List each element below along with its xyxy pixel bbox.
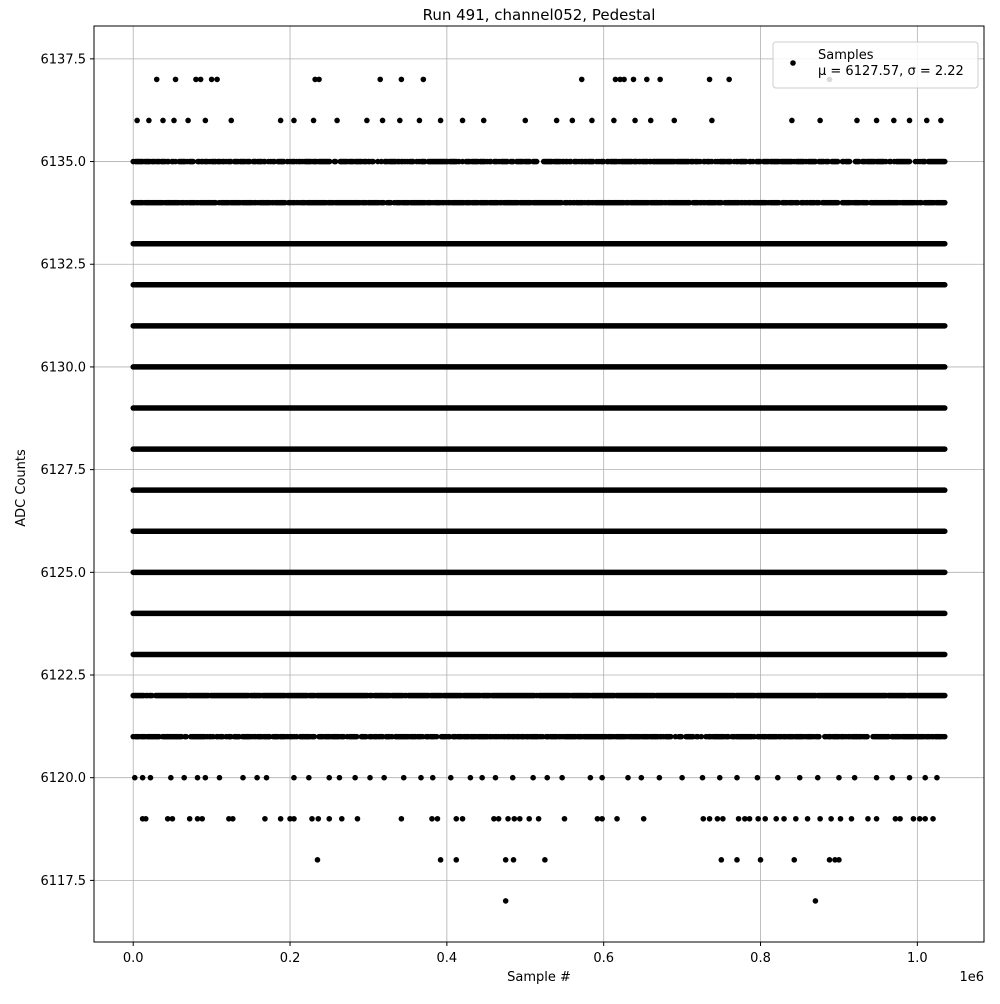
data-point	[644, 77, 650, 83]
data-point	[503, 898, 509, 904]
data-point	[797, 775, 803, 781]
data-point	[421, 77, 427, 83]
y-tick-label: 6125.0	[40, 565, 86, 581]
data-point	[719, 857, 725, 863]
data-point	[264, 775, 270, 781]
data-point	[791, 857, 797, 863]
data-point	[337, 775, 343, 781]
data-point	[838, 816, 844, 822]
data-point	[542, 857, 548, 863]
data-point	[747, 816, 753, 822]
data-point	[397, 118, 403, 124]
data-point	[709, 118, 715, 124]
data-point	[399, 77, 405, 83]
legend	[773, 42, 978, 88]
data-point	[380, 118, 386, 124]
data-point	[140, 775, 146, 781]
data-point	[828, 816, 834, 822]
data-point	[924, 118, 930, 124]
data-point	[847, 159, 853, 165]
data-point	[588, 775, 594, 781]
data-point	[773, 816, 779, 822]
data-point	[707, 816, 713, 822]
data-point	[530, 775, 536, 781]
data-point	[621, 77, 627, 83]
data-point	[911, 816, 917, 822]
data-point	[522, 118, 528, 124]
data-point	[173, 77, 179, 83]
data-point	[891, 118, 897, 124]
data-point	[160, 118, 166, 124]
data-point	[827, 857, 833, 863]
data-point	[657, 77, 663, 83]
data-point	[185, 118, 191, 124]
data-point	[734, 857, 740, 863]
data-point	[736, 816, 742, 822]
data-point	[726, 77, 732, 83]
data-point	[401, 775, 407, 781]
data-point	[816, 734, 822, 740]
data-point	[775, 775, 781, 781]
data-point	[399, 816, 405, 822]
data-point	[171, 118, 177, 124]
data-point	[865, 816, 871, 822]
data-point	[631, 77, 637, 83]
data-point	[429, 816, 435, 822]
data-point	[316, 77, 322, 83]
data-point	[132, 775, 138, 781]
data-point	[339, 816, 345, 822]
data-point	[143, 816, 149, 822]
data-point	[291, 775, 297, 781]
data-point	[657, 775, 663, 781]
y-tick-label: 6137.5	[40, 52, 86, 68]
data-point	[278, 816, 284, 822]
data-point	[889, 775, 895, 781]
data-point	[942, 693, 948, 699]
data-point	[468, 775, 474, 781]
legend-stats: μ = 6127.57, σ = 2.22	[818, 64, 964, 79]
data-point	[854, 118, 860, 124]
data-point	[187, 816, 193, 822]
data-point	[611, 118, 617, 124]
x-tick-label: 0.6	[593, 951, 615, 966]
data-point	[505, 816, 511, 822]
data-point	[181, 775, 187, 781]
data-point	[240, 775, 246, 781]
data-point	[942, 734, 948, 740]
data-point	[198, 77, 204, 83]
data-point	[852, 775, 858, 781]
data-point	[599, 816, 605, 822]
data-point	[720, 816, 726, 822]
data-point	[430, 775, 436, 781]
data-point	[897, 816, 903, 822]
data-point	[217, 775, 223, 781]
data-point	[599, 775, 605, 781]
data-point	[309, 816, 315, 822]
data-point	[815, 775, 821, 781]
data-point	[817, 816, 823, 822]
chart-title: Run 491, channel052, Pedestal	[422, 6, 656, 24]
data-point	[134, 118, 140, 124]
data-point	[755, 775, 761, 781]
data-point	[700, 816, 706, 822]
data-point	[154, 77, 160, 83]
data-point	[278, 118, 284, 124]
data-point	[907, 159, 913, 165]
data-point	[614, 816, 620, 822]
data-point	[364, 118, 370, 124]
data-point	[922, 775, 928, 781]
y-tick-label: 6135.0	[40, 155, 86, 171]
data-point	[536, 816, 542, 822]
data-point	[199, 816, 205, 822]
data-point	[435, 816, 441, 822]
data-point	[874, 118, 880, 124]
data-point	[793, 816, 799, 822]
data-point	[789, 118, 795, 124]
legend-label: Samples	[818, 48, 874, 63]
data-point	[517, 816, 523, 822]
legend-marker	[790, 60, 796, 66]
data-point	[203, 118, 209, 124]
data-point	[849, 816, 855, 822]
data-point	[262, 816, 268, 822]
data-point	[836, 857, 842, 863]
data-point	[460, 816, 466, 822]
x-tick-label: 0.0	[122, 951, 144, 966]
data-point	[817, 118, 823, 124]
data-point	[717, 775, 723, 781]
x-tick-label: 0.4	[436, 951, 458, 966]
data-point	[922, 816, 928, 822]
data-point	[934, 775, 940, 781]
data-point	[930, 816, 936, 822]
data-point	[170, 816, 176, 822]
data-point	[554, 118, 560, 124]
data-point	[579, 77, 585, 83]
data-point	[589, 118, 595, 124]
data-point	[291, 816, 297, 822]
data-point	[942, 200, 948, 206]
data-point	[168, 775, 174, 781]
data-point	[479, 775, 485, 781]
data-point	[311, 118, 317, 124]
data-point	[418, 775, 424, 781]
data-point	[195, 775, 201, 781]
y-tick-label: 6120.0	[40, 771, 86, 787]
data-point	[481, 118, 487, 124]
data-point	[460, 118, 466, 124]
data-point	[700, 775, 706, 781]
data-point	[209, 77, 215, 83]
data-point	[562, 816, 568, 822]
data-point	[625, 775, 631, 781]
x-axis-label: Sample #	[507, 970, 571, 985]
x-axis-offset-label: 1e6	[959, 970, 984, 985]
data-point	[367, 775, 373, 781]
data-point	[813, 898, 819, 904]
data-point	[632, 118, 638, 124]
data-point	[326, 775, 332, 781]
data-point	[453, 816, 459, 822]
data-point	[381, 775, 387, 781]
y-tick-label: 6130.0	[40, 360, 86, 376]
data-point	[417, 118, 423, 124]
data-point	[917, 816, 923, 822]
data-point	[355, 816, 361, 822]
data-point	[526, 816, 532, 822]
data-point	[315, 857, 321, 863]
y-tick-label: 6127.5	[40, 463, 86, 479]
y-tick-label: 6132.5	[40, 257, 86, 273]
data-point	[291, 118, 297, 124]
data-point	[228, 118, 234, 124]
data-point	[707, 77, 713, 83]
data-point	[510, 775, 516, 781]
y-tick-label: 6117.5	[40, 873, 86, 889]
data-point	[496, 816, 502, 822]
data-point	[453, 857, 459, 863]
data-point	[874, 816, 880, 822]
data-point	[755, 816, 761, 822]
x-tick-label: 0.2	[279, 951, 301, 966]
x-tick-label: 1.0	[907, 951, 928, 966]
data-point	[836, 775, 842, 781]
y-axis-label: ADC Counts	[14, 449, 29, 527]
data-point	[146, 118, 152, 124]
data-point	[534, 159, 540, 165]
data-point	[715, 816, 721, 822]
data-point	[874, 775, 880, 781]
data-point	[648, 118, 654, 124]
data-point	[762, 816, 768, 822]
data-point	[679, 775, 685, 781]
data-point	[641, 816, 647, 822]
data-point	[438, 857, 444, 863]
data-point	[377, 77, 383, 83]
data-point	[306, 775, 312, 781]
y-tick-label: 6122.5	[40, 668, 86, 684]
data-point	[254, 775, 260, 781]
data-point	[758, 857, 764, 863]
data-point	[942, 159, 948, 165]
data-point	[907, 775, 913, 781]
data-point	[907, 118, 913, 124]
data-point	[544, 775, 550, 781]
data-point	[570, 118, 576, 124]
data-point	[203, 775, 209, 781]
data-point	[639, 775, 645, 781]
data-point	[781, 816, 787, 822]
data-point	[511, 816, 517, 822]
data-point	[938, 118, 944, 124]
data-point	[214, 77, 220, 83]
data-point	[503, 857, 509, 863]
data-point	[805, 816, 811, 822]
data-point	[326, 816, 332, 822]
data-point	[734, 775, 740, 781]
data-point	[334, 118, 340, 124]
data-point	[148, 775, 154, 781]
data-point	[493, 775, 499, 781]
data-point	[352, 775, 358, 781]
data-point	[315, 816, 321, 822]
data-point	[559, 775, 565, 781]
data-point	[671, 118, 677, 124]
data-point	[864, 734, 870, 740]
x-tick-label: 0.8	[750, 951, 771, 966]
data-point	[511, 857, 517, 863]
data-point	[448, 775, 454, 781]
data-point	[438, 118, 444, 124]
data-point	[230, 816, 236, 822]
